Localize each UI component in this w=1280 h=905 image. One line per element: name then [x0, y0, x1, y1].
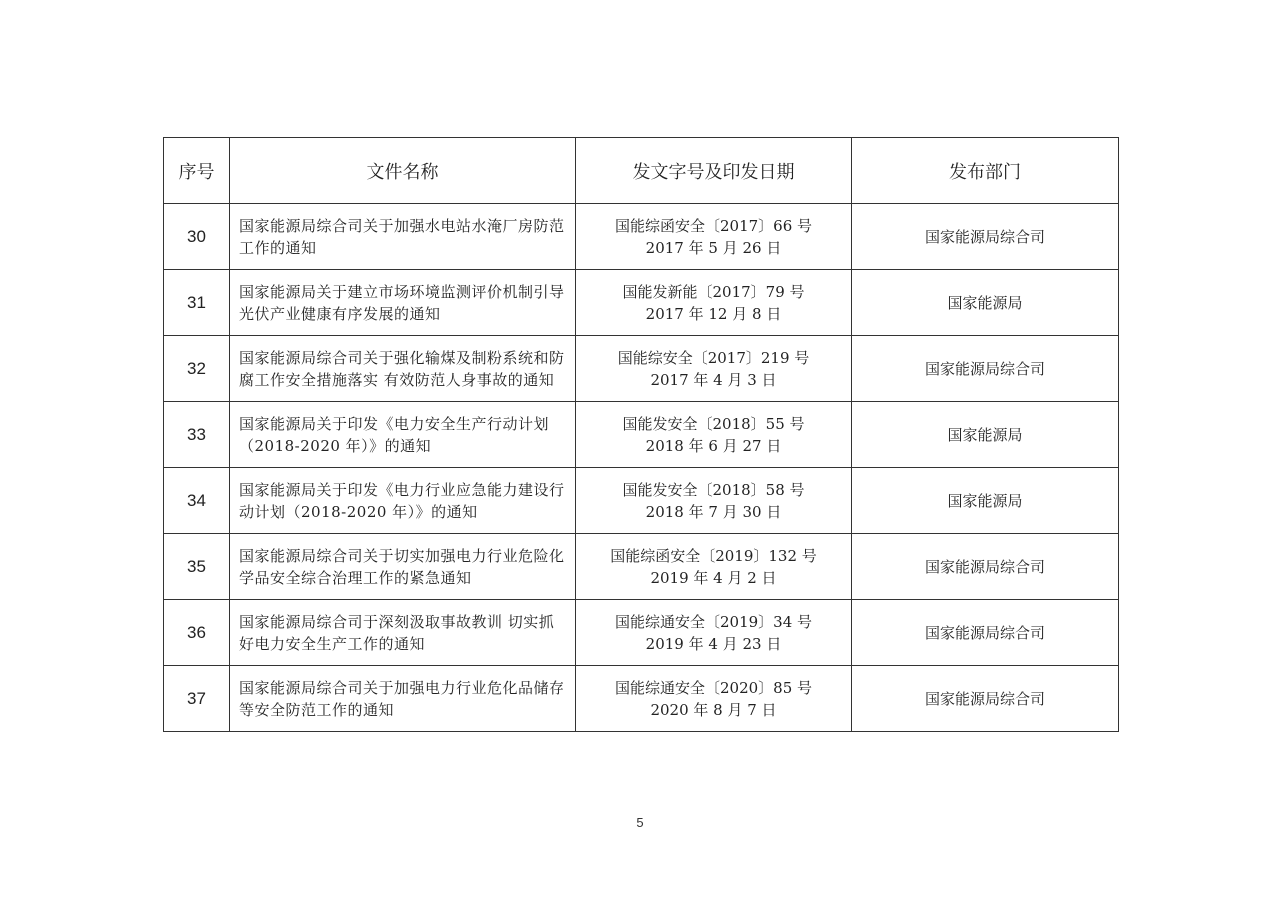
row-issue-date: 2018 年 6 月 27 日: [645, 436, 782, 455]
row-document-name: 国家能源局综合司关于切实加强电力行业危险化学品安全综合治理工作的紧急通知: [230, 534, 576, 600]
row-reference-number: 国能综通安全〔2019〕34 号: [614, 612, 813, 631]
header-reference-and-date: 发文字号及印发日期: [576, 138, 852, 204]
document-list-table: [163, 137, 1119, 732]
row-reference-cell: [576, 402, 852, 468]
row-serial-number: 37: [164, 666, 230, 732]
row-document-name: 国家能源局关于印发《电力行业应急能力建设行动计划（2018-2020 年）》的通知: [230, 468, 576, 534]
row-issue-date: 2019 年 4 月 23 日: [645, 634, 782, 653]
header-issuing-department: 发布部门: [852, 138, 1119, 204]
table-row: [164, 666, 1119, 732]
table-row: [164, 402, 1119, 468]
page-number: 5: [636, 815, 644, 830]
row-reference-number: 国能发安全〔2018〕58 号: [622, 480, 805, 499]
table-header-row: [164, 138, 1119, 204]
row-serial-number: 31: [164, 270, 230, 336]
row-reference-number: 国能综安全〔2017〕219 号: [617, 348, 810, 367]
row-document-name: 国家能源局综合司关于加强电力行业危化品储存等安全防范工作的通知: [230, 666, 576, 732]
row-issue-date: 2017 年 12 月 8 日: [645, 304, 782, 323]
table-row: [164, 270, 1119, 336]
row-reference-number: 国能综函安全〔2019〕132 号: [610, 546, 817, 565]
header-serial-number: 序号: [164, 138, 230, 204]
row-reference-cell: [576, 336, 852, 402]
table-row: [164, 600, 1119, 666]
row-serial-number: 36: [164, 600, 230, 666]
row-reference-number: 国能发安全〔2018〕55 号: [622, 414, 805, 433]
table-row: [164, 336, 1119, 402]
row-issue-date: 2017 年 4 月 3 日: [650, 370, 777, 389]
row-serial-number: 34: [164, 468, 230, 534]
row-document-name: 国家能源局综合司于深刻汲取事故教训 切实抓好电力安全生产工作的通知: [230, 600, 576, 666]
row-reference-cell: [576, 270, 852, 336]
row-reference-number: 国能综通安全〔2020〕85 号: [614, 678, 813, 697]
header-document-name: 文件名称: [230, 138, 576, 204]
row-issuing-department: 国家能源局综合司: [852, 336, 1119, 402]
table-row: [164, 534, 1119, 600]
row-issuing-department: 国家能源局: [852, 468, 1119, 534]
row-serial-number: 30: [164, 204, 230, 270]
row-issue-date: 2019 年 4 月 2 日: [650, 568, 777, 587]
row-reference-number: 国能发新能〔2017〕79 号: [622, 282, 805, 301]
row-issue-date: 2020 年 8 月 7 日: [650, 700, 777, 719]
row-issuing-department: 国家能源局综合司: [852, 204, 1119, 270]
row-issuing-department: 国家能源局: [852, 402, 1119, 468]
row-reference-cell: [576, 600, 852, 666]
row-reference-cell: [576, 204, 852, 270]
row-issuing-department: 国家能源局: [852, 270, 1119, 336]
row-issuing-department: 国家能源局综合司: [852, 666, 1119, 732]
table-row: [164, 204, 1119, 270]
row-issuing-department: 国家能源局综合司: [852, 534, 1119, 600]
row-reference-number: 国能综函安全〔2017〕66 号: [614, 216, 813, 235]
row-issue-date: 2017 年 5 月 26 日: [645, 238, 782, 257]
table-row: [164, 468, 1119, 534]
row-serial-number: 35: [164, 534, 230, 600]
row-serial-number: 32: [164, 336, 230, 402]
row-serial-number: 33: [164, 402, 230, 468]
row-reference-cell: [576, 666, 852, 732]
row-document-name: 国家能源局综合司关于加强水电站水淹厂房防范工作的通知: [230, 204, 576, 270]
row-document-name: 国家能源局关于印发《电力安全生产行动计划（2018-2020 年）》的通知: [230, 402, 576, 468]
row-reference-cell: [576, 534, 852, 600]
row-reference-cell: [576, 468, 852, 534]
row-document-name: 国家能源局综合司关于强化输煤及制粉系统和防腐工作安全措施落实 有效防范人身事故的通知: [230, 336, 576, 402]
row-issuing-department: 国家能源局综合司: [852, 600, 1119, 666]
row-issue-date: 2018 年 7 月 30 日: [645, 502, 782, 521]
row-document-name: 国家能源局关于建立市场环境监测评价机制引导光伏产业健康有序发展的通知: [230, 270, 576, 336]
